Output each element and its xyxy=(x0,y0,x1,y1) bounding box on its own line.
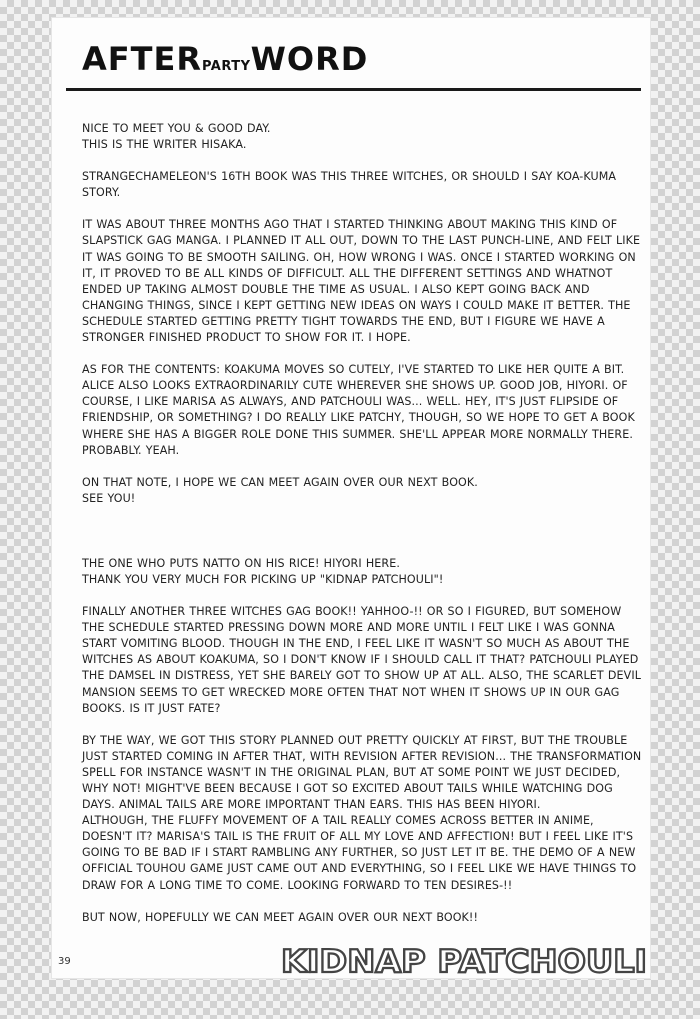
page-title xyxy=(82,40,368,78)
title-underline xyxy=(66,88,641,91)
afterword-body xyxy=(82,121,642,942)
page-number: 39 xyxy=(58,956,71,967)
afterword-section-hiyori xyxy=(82,556,642,926)
afterword-section-hisaka xyxy=(82,121,642,507)
page xyxy=(52,18,650,978)
paragraph: BY THE WAY, WE GOT THIS STORY PLANNED OUT PRETTY QUICKLY AT FIRST, BUT THE TROUBLE JUST STARTED COMING IN AFTER THAT, WITH REVISION AFTER REVISION... THE TRANSFORMATION SPELL FOR INSTANCE WASN'T IN THE ORIGINAL PLAN, BUT AT SOME POINT WE JUST DECIDED, WHY NOT! MIGHT'VE BEEN BECAUSE I GOT SO EXCITED ABOUT TAILS WHILE WATCHING DOG DAYS. ANIMAL TAILS ARE MORE IMPORTANT THAN EARS. THIS HAS BEEN HIYORI. ALTHOUGH, THE FLUFFY MOVEMENT OF A TAIL REALLY COMES ACROSS BETTER IN ANIME, DOESN'T IT? MARISA'S TAIL IS THE FRUIT OF ALL MY LOVE AND AFFECTION! BUT I FEEL LIKE IT'S GOING TO BE BAD IF I START RAMBLING ANY FURTHER, SO JUST LET IT BE. THE DEMO OF A NEW OFFICIAL TOUHOU GAME JUST CAME OUT AND EVERYTHING, SO I FEEL LIKE WE HAVE THINGS TO DRAW FOR A LONG TIME TO COME. LOOKING FORWARD TO TEN DESIRES-!! xyxy=(82,733,642,892)
title-party: PARTY xyxy=(201,59,251,74)
paragraph: STRANGECHAMELEON'S 16TH BOOK WAS THIS THREE WITCHES, OR SHOULD I SAY KOA-KUMA STORY. xyxy=(82,170,617,200)
logo-text: KIDNAP PATCHOULI xyxy=(281,944,647,978)
paragraph: THE ONE WHO PUTS NATTO ON HIS RICE! HIYORI HERE. THANK YOU VERY MUCH FOR PICKING UP "KIDNAP PATCHOULI"! xyxy=(82,556,444,586)
paragraph: AS FOR THE CONTENTS: KOAKUMA MOVES SO CUTELY, I'VE STARTED TO LIKE HER QUITE A BIT. ALICE ALSO LOOKS EXTRAORDINARILY CUTE WHEREVER SHE SHOWS UP. GOOD JOB, HIYORI. OF COURSE, I LIKE MARISA AS ALWAYS, AND PATCHOULI WAS... WELL. HEY, IT'S JUST FLIPSIDE OF FRIENDSHIP, OR SOMETHING? I DO REALLY LIKE PATCHY, THOUGH, SO WE HOPE TO GET A BOOK WHERE SHE HAS A BIGGER ROLE DONE THIS SUMMER. SHE'LL APPEAR MORE NORMALLY THERE. PROBABLY. YEAH. xyxy=(82,363,635,457)
paragraph: BUT NOW, HOPEFULLY WE CAN MEET AGAIN OVER OUR NEXT BOOK!! xyxy=(82,910,479,924)
paragraph: FINALLY ANOTHER THREE WITCHES GAG BOOK!! YAHHOO-!! OR SO I FIGURED, BUT SOMEHOW THE SCHEDULE STARTED PRESSING DOWN MORE AND MORE UNTIL I FELT LIKE I WAS GONNA START VOMITING BLOOD. THOUGH IN THE END, I FEEL LIKE IT WASN'T SO MUCH AS ABOUT THE WITCHES AS ABOUT KOAKUMA, SO I DON'T KNOW IF I SHOULD CALL IT THAT? PATCHOULI PLAYED THE DAMSEL IN DISTRESS, YET SHE BARELY GOT TO SHOW UP AT ALL. ALSO, THE SCARLET DEVIL MANSION SEEMS TO GET WRECKED MORE OFTEN THAT NOT WHEN IT SHOWS UP IN OUR GAG BOOKS. IS IT JUST FATE? xyxy=(82,605,642,715)
section-gap xyxy=(82,523,642,556)
logo-icon xyxy=(278,943,650,978)
paragraph: IT WAS ABOUT THREE MONTHS AGO THAT I STARTED THINKING ABOUT MAKING THIS KIND OF SLAPSTICK GAG MANGA. I PLANNED IT ALL OUT, DOWN TO THE LAST PUNCH-LINE, AND FELT LIKE IT WAS GOING TO BE SMOOTH SAILING. OH, HOW WRONG I WAS. ONCE I STARTED WORKING ON IT, IT PROVED TO BE ALL KINDS OF DIFFICULT. ALL THE DIFFERENT SETTINGS AND WHATNOT ENDED UP TAKING ALMOST DOUBLE THE TIME AS USUAL. I ALSO KEPT GOING BACK AND CHANGING THINGS, SINCE I KEPT GETTING NEW IDEAS ON WAYS I COULD MAKE IT BETTER. THE SCHEDULE STARTED GETTING PRETTY TIGHT TOWARDS THE END, BUT I FIGURE WE HAVE A STRONGER FINISHED PRODUCT TO SHOW FOR IT. I HOPE. xyxy=(82,218,641,345)
title-after: AFTER xyxy=(82,40,202,78)
kidnap-patchouli-logo xyxy=(278,943,650,978)
paragraph: NICE TO MEET YOU & GOOD DAY. THIS IS THE WRITER HISAKA. xyxy=(82,122,271,152)
paragraph: ON THAT NOTE, I HOPE WE CAN MEET AGAIN OVER OUR NEXT BOOK. SEE YOU! xyxy=(82,475,478,505)
title-word: WORD xyxy=(250,40,369,78)
